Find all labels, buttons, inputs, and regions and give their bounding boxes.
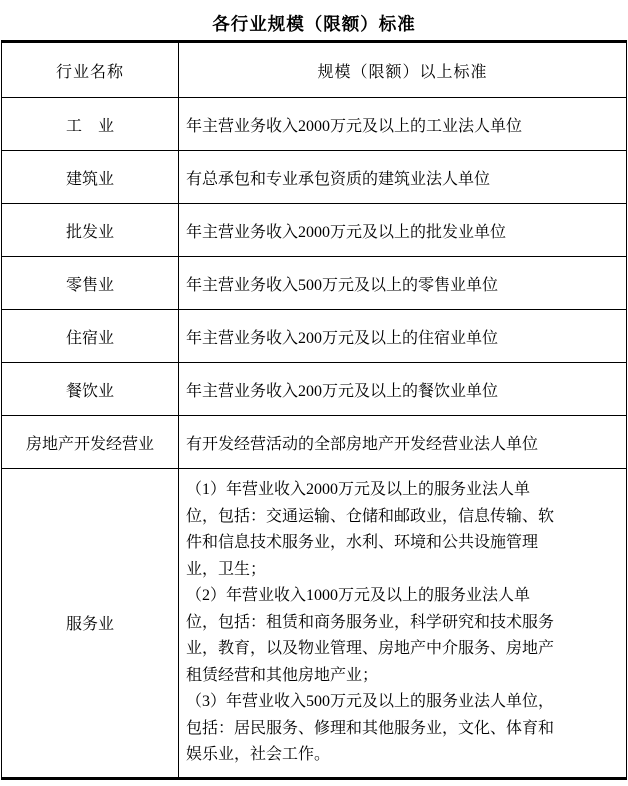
industry-standards-table (1, 40, 627, 780)
industry-name-cell: 零售业 (2, 257, 179, 310)
header-standard: 规模（限额）以上标准 (179, 42, 627, 98)
industry-name-cell: 住宿业 (2, 310, 179, 363)
table-header-row (2, 42, 627, 98)
industry-name-cell: 工 业 (2, 98, 179, 151)
industry-name-cell: 餐饮业 (2, 363, 179, 416)
industry-name-cell: 服务业 (2, 469, 179, 779)
service-standard-line: 位，包括：租赁和商务服务业，科学研究和技术服务 (186, 613, 555, 631)
standard-cell: 年主营业务收入2000万元及以上的工业法人单位 (179, 98, 627, 151)
standard-cell: 年主营业务收入2000万元及以上的批发业单位 (179, 204, 627, 257)
table-row-industry (2, 98, 627, 151)
service-standard-line: （2）年营业收入1000万元及以上的服务业法人单 (186, 587, 531, 604)
service-standard-line: 件和信息技术服务业，水利、环境和公共设施管理 (186, 534, 539, 551)
service-standard-line: 业，教育，以及物业管理、房地产中介服务、房地产 (186, 640, 555, 657)
table-row-construction (2, 151, 627, 204)
table-row-retail (2, 257, 627, 310)
industry-name-cell: 批发业 (2, 204, 179, 257)
table-row-wholesale (2, 204, 627, 257)
standard-cell: 年主营业务收入200万元及以上的住宿业单位 (179, 310, 627, 363)
standard-cell: 年主营业务收入500万元及以上的零售业单位 (179, 257, 627, 310)
service-standard-line: 业，卫生； (186, 560, 267, 578)
service-standard-line: （3）年营业收入500万元及以上的服务业法人单位， (186, 693, 555, 710)
table-row-real-estate (2, 416, 627, 469)
standard-cell-service (179, 469, 627, 779)
header-industry-name: 行业名称 (2, 42, 179, 98)
service-standard-line: 位，包括：交通运输、仓储和邮政业，信息传输、软 (186, 507, 555, 525)
table-row-catering (2, 363, 627, 416)
service-standard-line: 租赁经营和其他房地产业； (186, 666, 379, 684)
industry-name-cell: 房地产开发经营业 (2, 416, 179, 469)
standard-cell: 年主营业务收入200万元及以上的餐饮业单位 (179, 363, 627, 416)
standard-cell: 有开发经营活动的全部房地产开发经营业法人单位 (179, 416, 627, 469)
table-row-services (2, 469, 627, 779)
service-standard-line: 包括：居民服务、修理和其他服务业，文化、体育和 (186, 719, 555, 737)
service-standard-line: 娱乐业，社会工作。 (186, 746, 331, 763)
standard-cell: 有总承包和专业承包资质的建筑业法人单位 (179, 151, 627, 204)
service-standard-line: （1）年营业收入2000万元及以上的服务业法人单 (186, 481, 531, 498)
industry-name-cell: 建筑业 (2, 151, 179, 204)
table-row-accommodation (2, 310, 627, 363)
page-title: 各行业规模（限额）标准 (212, 14, 416, 34)
